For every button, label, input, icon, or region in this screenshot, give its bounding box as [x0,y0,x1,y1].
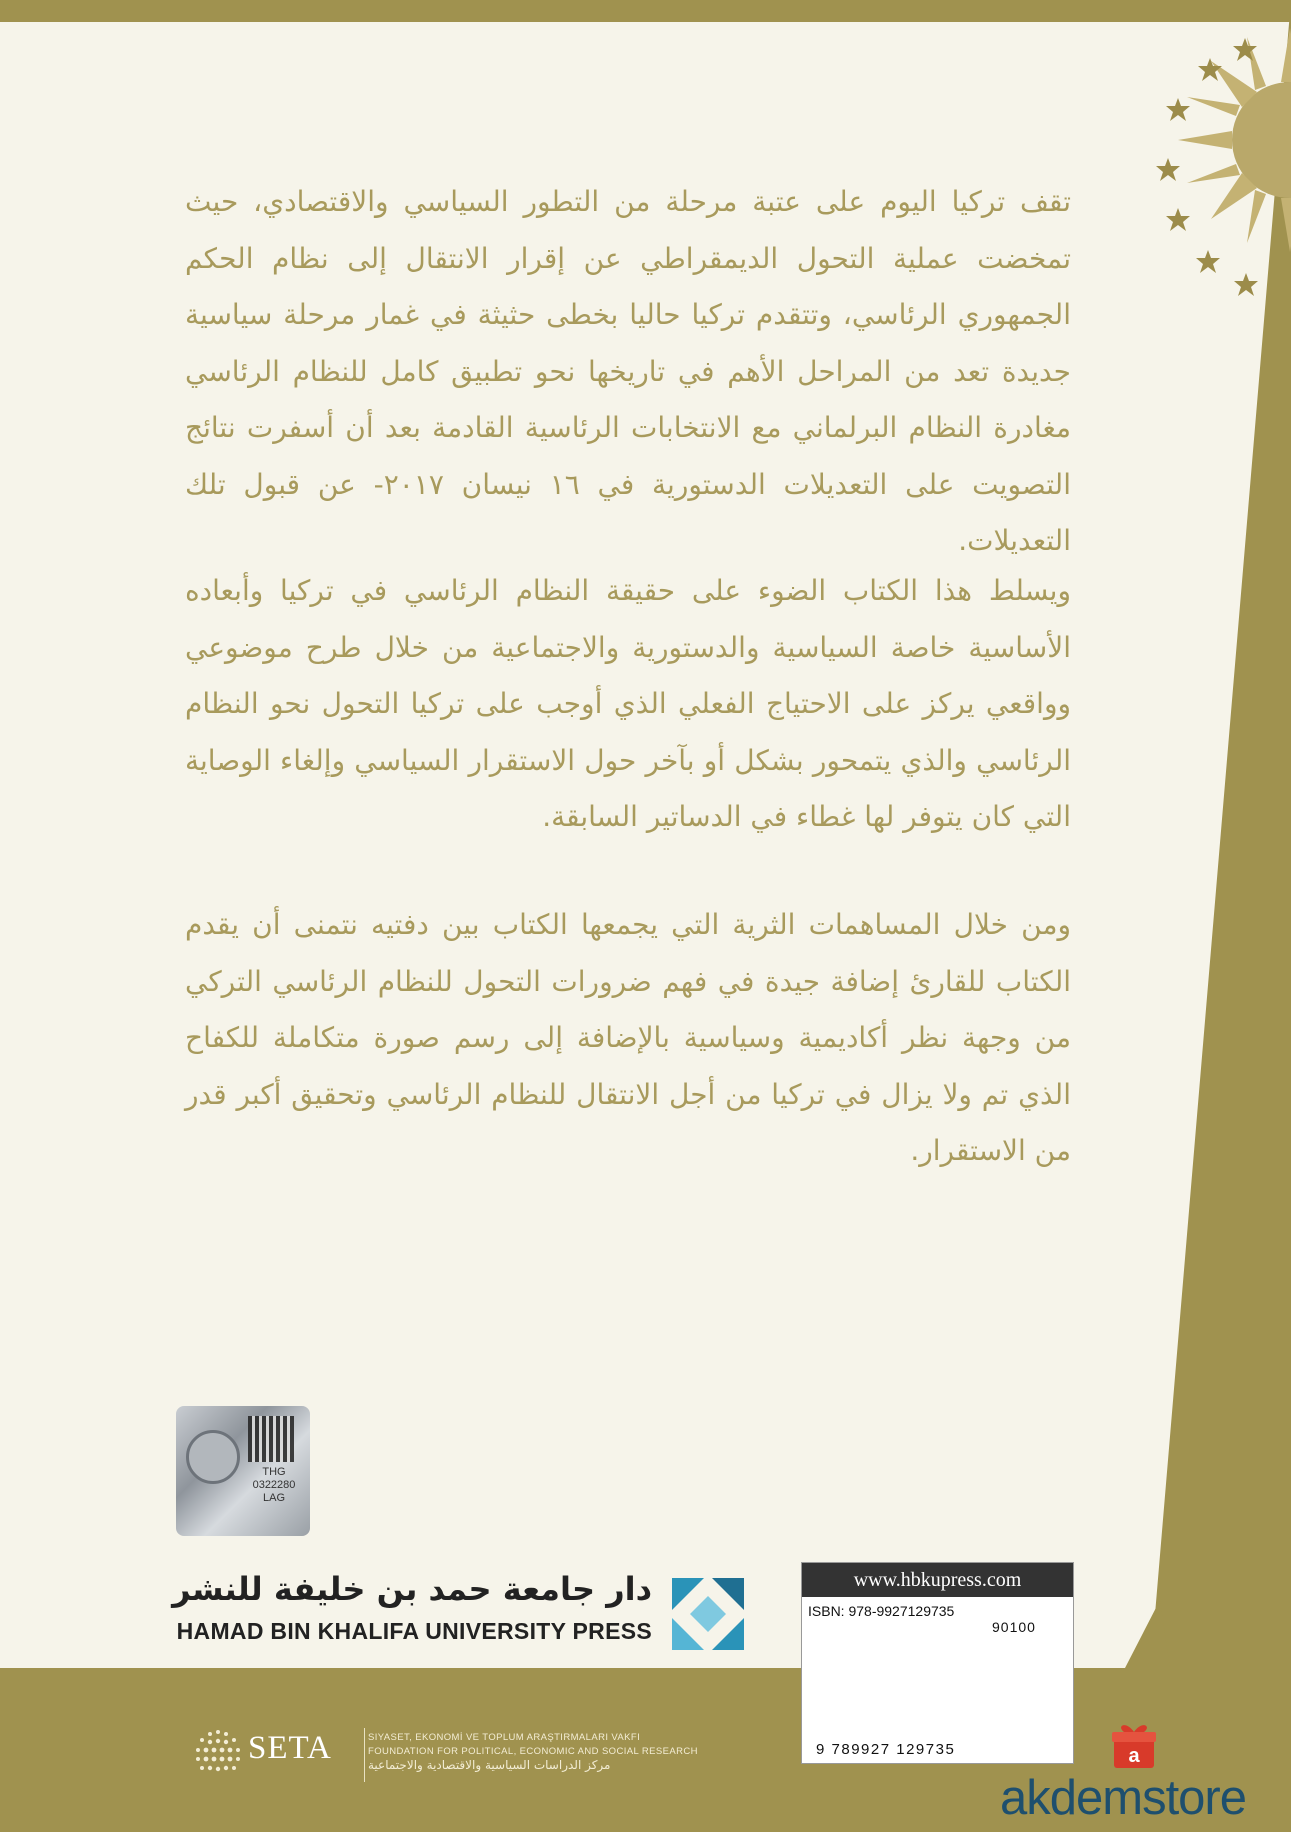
hologram-code [242,1466,306,1505]
back-cover-blurb [185,160,1071,1167]
store-name: akdemstore [1000,1771,1247,1825]
publisher-block [172,1570,748,1660]
svg-text:a: a [1128,1745,1140,1767]
hologram-line-1: THG [262,1466,286,1478]
publisher-name-english: HAMAD BIN KHALIFA UNIVERSITY PRESS [176,1618,652,1644]
seta-dotted-globe-icon [190,1724,246,1780]
seta-name-english: FOUNDATION FOR POLITICAL, ECONOMIC AND SOCIAL RESEARCH [368,1746,698,1757]
qr-code-icon [248,1416,294,1462]
seta-name: SETA [248,1730,332,1766]
publisher-url: www.hbkupress.com [802,1563,1073,1597]
seta-name-arabic: مركز الدراسات السياسية والاقتصادية والاجتماعية [368,1758,611,1772]
hologram-line-3: LAG [262,1492,285,1504]
blurb-paragraph-1: تقف تركيا اليوم على عتبة مرحلة من التطور السياسي والاقتصادي، حيث تمخضت عملية التحول الديمقراطي عن إقرار الانتقال إلى نظام الحكم الجمهوري الرئاسي، وتتقدم تركيا حاليا بخطى حثيثة في غمار مرحلة سياسية جديدة تعد من المراحل الأهم في تاريخها نحو تطبيق كامل للنظام الرئاسي مغادرة النظام البرلماني مع الانتخابات الرئاسية القادمة بعد أن أسفرت نتائج التصويت على التعديلات الدستورية في ١٦ نيسان ٢٠١٧- عن قبول تلك التعديلات. [185,185,1071,557]
isbn-label: ISBN: 978-9927129735 [808,1603,955,1619]
publisher-name-arabic: دار جامعة حمد بن خليفة للنشر [172,1570,652,1608]
hologram-line-2: 0322280 [252,1479,296,1491]
top-gold-band [0,0,1291,22]
store-watermark [1000,1720,1291,1832]
blurb-paragraph-3: ومن خلال المساهمات الثرية التي يجمعها الكتاب بين دفتيه نتمنى أن يقدم الكتاب للقارئ إضافة جيدة في فهم ضرورات التحول للنظام الرئاسي التركي من وجهة نظر أكاديمية وسياسية بالإضافة إلى رسم صورة متكاملة للكفاح الذي تم ولا يزال في تركيا من أجل الانتقال للنظام الرئاسي وتحقيق أكبر قدر من الاستقرار. [185,908,1071,1167]
seta-logo-block [190,1716,750,1796]
barcode-addon-number: 90100 [992,1619,1036,1635]
gift-box-icon [1110,1720,1158,1770]
hologram-seal-icon [186,1430,240,1484]
hologram-sticker [176,1406,310,1536]
hbku-press-logo-icon [668,1574,748,1654]
seta-divider [364,1728,365,1782]
seta-name-turkish: SIYASET, EKONOMİ VE TOPLUM ARAŞTIRMALARI VAKFI [368,1732,641,1743]
blurb-paragraph-2: ويسلط هذا الكتاب الضوء على حقيقة النظام الرئاسي في تركيا وأبعاده الأساسية خاصة السياسية والدستورية والاجتماعية من خلال طرح موضوعي وواقعي يركز على الاحتياج الفعلي الذي أوجب على تركيا التحول نحو النظام الرئاسي والذي يتمحور بشكل أو بآخر حول الاستقرار السياسي وإلغاء الوصاية التي كان يتوفر لها غطاء في الدساتير السابقة. [185,574,1071,833]
barcode-ean-number: 9 789927 129735 [816,1741,956,1758]
